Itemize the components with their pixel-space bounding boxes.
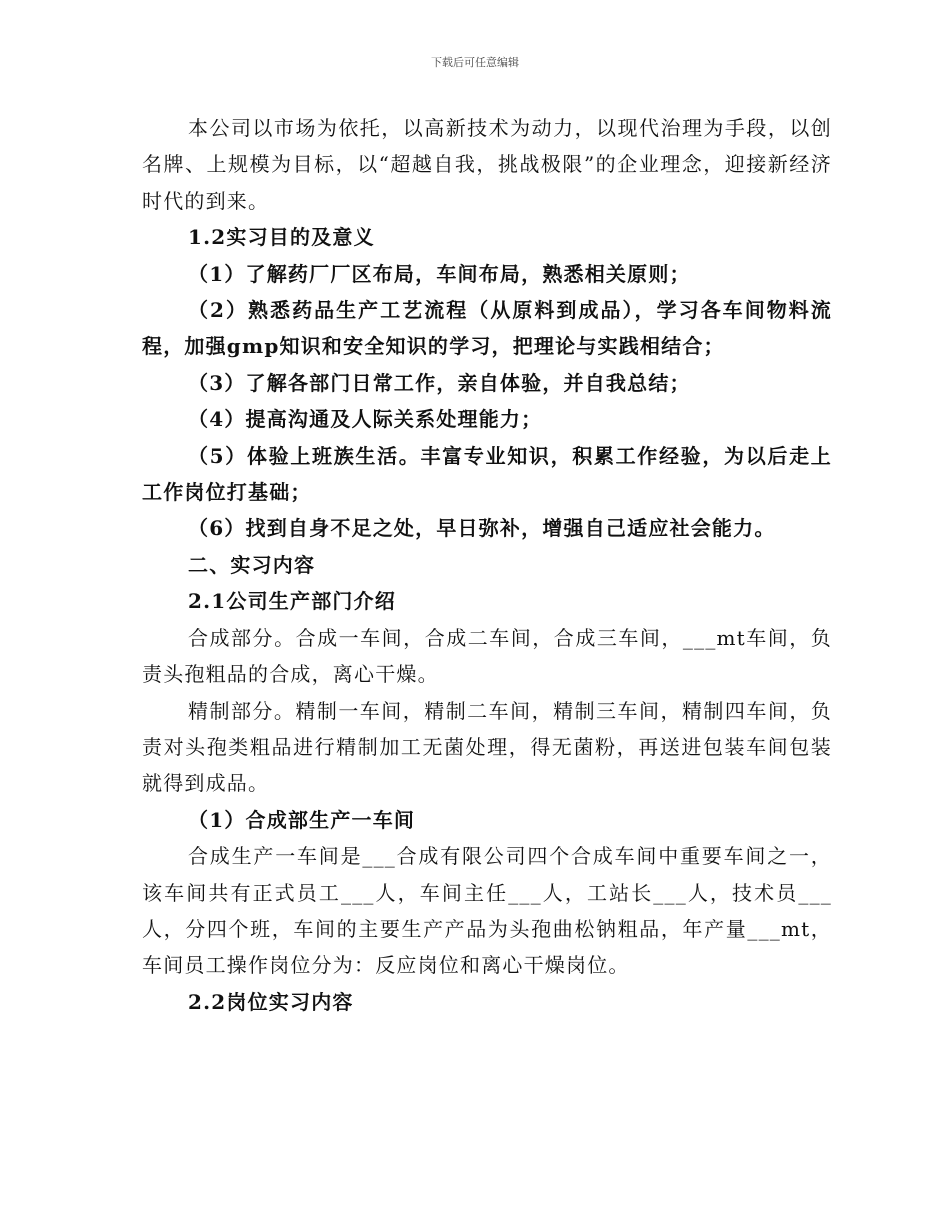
document-body (142, 110, 832, 1020)
section-heading-2-2: 2.2岗位实习内容 (188, 989, 354, 1014)
paragraph-synthesis-dept: 合成部分。合成一车间，合成二车间，合成三车间，___mt车间，负责头孢粗品的合成，离心干燥。 (142, 625, 832, 687)
objective-item-3: （3）了解各部门日常工作，亲自体验，并自我总结； (188, 370, 691, 395)
paragraph-workshop-1: 合成生产一车间是___合成有限公司四个合成车间中重要车间之一，该车间共有正式员工___人，车间主任___人，工站长___人，技术员___人，分四个班，车间的主要生产产品为头孢曲松钠粗品，年产量___mt，车间员工操作岗位分为：反应岗位和离心干燥岗位。 (142, 844, 832, 978)
objective-item-1: （1）了解药厂厂区布局，车间布局，熟悉相关原则； (188, 261, 691, 286)
objective-item-2: （2）熟悉药品生产工艺流程（从原料到成品），学习各车间物料流程，加强gmp知识和安全知识的学习，把理论与实践相结合； (142, 298, 832, 359)
objective-item-5: （5）体验上班族生活。丰富专业知识，积累工作经验，为以后走上工作岗位打基础； (142, 443, 832, 505)
subsection-heading-workshop-1: （1）合成部生产一车间 (188, 807, 416, 832)
section-heading-2-1: 2.1公司生产部门介绍 (188, 589, 396, 614)
objective-item-4: （4）提高沟通及人际关系处理能力； (188, 407, 543, 432)
objective-item-6: （6）找到自身不足之处，早日弥补，增强自己适应社会能力。 (188, 516, 776, 541)
page-header: 下载后可任意编辑 (431, 56, 519, 69)
section-heading-2: 二、实习内容 (188, 552, 316, 577)
section-heading-1-2: 1.2实习目的及意义 (188, 225, 375, 250)
paragraph-company-intro: 本公司以市场为依托，以高新技术为动力，以现代治理为手段，以创名牌、上规模为目标，以“超越自我，挑战极限”的企业理念，迎接新经济时代的到来。 (142, 116, 832, 213)
paragraph-refining-dept: 精制部分。精制一车间，精制二车间，精制三车间，精制四车间，负责对头孢类粗品进行精制加工无菌处理，得无菌粉，再送进包装车间包装就得到成品。 (142, 698, 832, 796)
